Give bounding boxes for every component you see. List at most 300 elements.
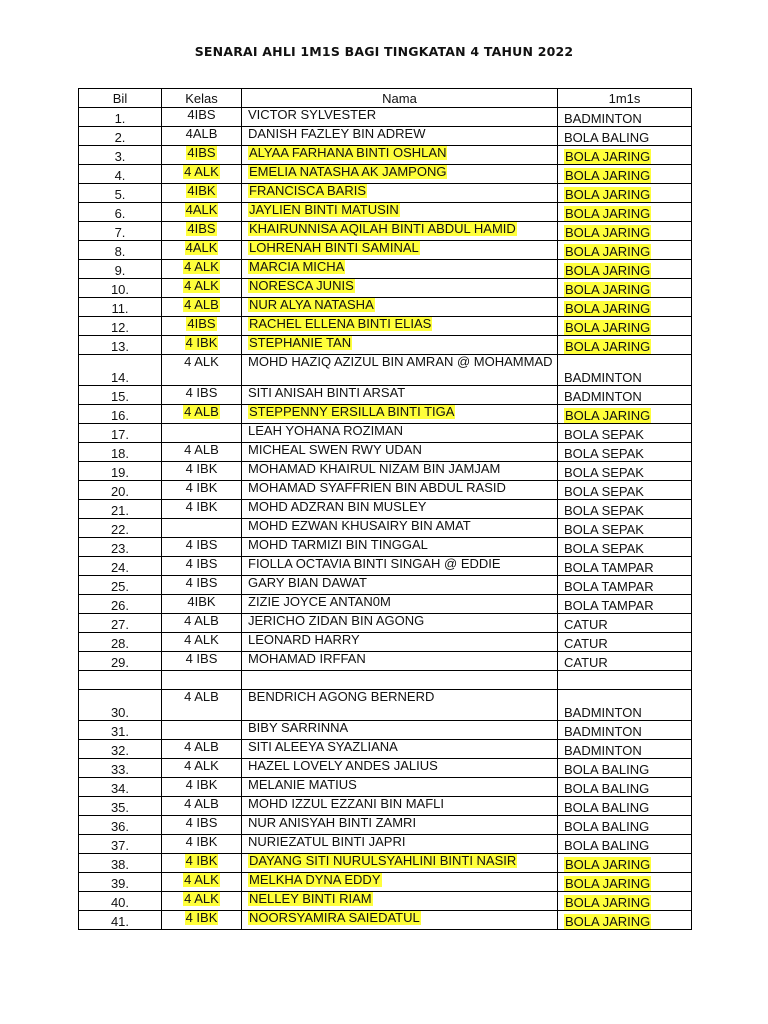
sport-cell <box>558 778 692 797</box>
sport-cell <box>558 405 692 424</box>
class-cell-text: 4 ALK <box>184 278 219 293</box>
table-row <box>79 816 692 835</box>
row-number-text: 38. <box>110 857 130 872</box>
row-number <box>79 519 162 538</box>
name-cell-text: SITI ALEEYA SYAZLIANA <box>248 739 398 754</box>
sport-cell <box>558 595 692 614</box>
sport-cell-text: BOLA SEPAK <box>564 427 644 442</box>
sport-cell-text: BADMINTON <box>564 389 642 404</box>
row-number <box>79 481 162 500</box>
table-row <box>79 386 692 405</box>
row-number-text: 12. <box>110 320 130 335</box>
row-number-text: 25. <box>110 579 130 594</box>
name-cell-text: DAYANG SITI NURULSYAHLINI BINTI NASIR <box>249 853 517 868</box>
class-cell <box>162 911 242 930</box>
class-cell-text: 4IBS <box>187 145 216 160</box>
name-cell <box>242 576 558 595</box>
table-row <box>79 165 692 184</box>
sport-cell-text: BADMINTON <box>564 705 642 720</box>
name-cell <box>242 778 558 797</box>
name-cell <box>242 279 558 298</box>
sport-cell-text: BOLA JARING <box>565 282 651 297</box>
class-cell-text: 4 IBS <box>185 537 218 552</box>
class-cell <box>162 146 242 165</box>
row-number <box>79 778 162 797</box>
table-row <box>79 721 692 740</box>
name-cell <box>242 355 558 386</box>
class-cell <box>162 203 242 222</box>
name-cell <box>242 317 558 336</box>
name-cell <box>242 652 558 671</box>
row-number <box>79 222 162 241</box>
class-cell-text: 4 ALK <box>184 758 219 773</box>
row-number-text: 13. <box>110 339 130 354</box>
sport-cell-text: BOLA SEPAK <box>564 446 644 461</box>
sport-cell <box>558 222 692 241</box>
class-cell <box>162 835 242 854</box>
name-cell <box>242 740 558 759</box>
name-cell <box>242 595 558 614</box>
class-cell <box>162 355 242 386</box>
sport-cell-text: BOLA BALING <box>564 762 650 777</box>
class-cell-text: 4IBS <box>187 316 216 331</box>
sport-cell <box>558 146 692 165</box>
column-header-nama: Nama <box>242 89 558 108</box>
name-cell <box>242 633 558 652</box>
class-cell <box>162 816 242 835</box>
sport-cell <box>558 576 692 595</box>
name-cell <box>242 835 558 854</box>
class-cell <box>162 854 242 873</box>
name-cell <box>242 557 558 576</box>
row-number <box>79 405 162 424</box>
name-cell-text: MELANIE MATIUS <box>248 777 357 792</box>
row-number <box>79 298 162 317</box>
class-cell-text: 4 IBK <box>185 777 218 792</box>
row-number-text: 24. <box>110 560 130 575</box>
row-number-text: 10. <box>110 282 130 297</box>
table-row <box>79 405 692 424</box>
class-cell-text: 4 IBK <box>185 461 218 476</box>
class-cell <box>162 386 242 405</box>
name-cell <box>242 721 558 740</box>
class-cell <box>162 222 242 241</box>
name-cell <box>242 184 558 203</box>
sport-cell-text: BOLA BALING <box>564 781 650 796</box>
sport-cell <box>558 633 692 652</box>
row-number <box>79 652 162 671</box>
class-cell-text: 4IBK <box>187 594 216 609</box>
class-cell <box>162 740 242 759</box>
row-number-text: 20. <box>110 484 130 499</box>
table-row <box>79 298 692 317</box>
row-number <box>79 576 162 595</box>
name-cell-text: MOHD HAZIQ AZIZUL BIN AMRAN @ MOHAMMAD <box>248 354 553 369</box>
sport-cell-text: BOLA JARING <box>565 895 651 910</box>
name-cell-text: JERICHO ZIDAN BIN AGONG <box>248 613 425 628</box>
table-row <box>79 614 692 633</box>
name-cell <box>242 260 558 279</box>
name-cell-text: MOHD EZWAN KHUSAIRY BIN AMAT <box>248 518 471 533</box>
row-number-text: 17. <box>110 427 130 442</box>
row-number-text: 26. <box>110 598 130 613</box>
name-cell-text: LOHRENAH BINTI SAMINAL <box>249 240 419 255</box>
row-number <box>79 816 162 835</box>
table-row <box>79 519 692 538</box>
name-cell <box>242 424 558 443</box>
row-number <box>79 165 162 184</box>
class-cell <box>162 500 242 519</box>
sport-cell <box>558 108 692 127</box>
row-number <box>79 721 162 740</box>
name-cell-text: MOHD IZZUL EZZANI BIN MAFLI <box>248 796 444 811</box>
class-cell-text: 4 IBK <box>185 910 218 925</box>
class-cell-text: 4 IBK <box>185 834 218 849</box>
row-number <box>79 797 162 816</box>
table-row <box>79 671 692 690</box>
sport-cell <box>558 355 692 386</box>
sport-cell <box>558 336 692 355</box>
sport-cell <box>558 241 692 260</box>
sport-cell-text: BOLA JARING <box>565 187 651 202</box>
row-number-text: 3. <box>114 149 126 164</box>
name-cell-text: ZIZIE JOYCE ANTAN0M <box>248 594 391 609</box>
row-number <box>79 614 162 633</box>
row-number-text: 18. <box>110 446 130 461</box>
row-number <box>79 759 162 778</box>
row-number-text: 21. <box>110 503 130 518</box>
row-number-text: 15. <box>110 389 130 404</box>
row-number-text: 11. <box>111 301 129 316</box>
name-cell <box>242 165 558 184</box>
class-cell <box>162 595 242 614</box>
sport-cell-text: BOLA SEPAK <box>564 522 644 537</box>
row-number <box>79 557 162 576</box>
name-cell <box>242 127 558 146</box>
row-number-text: 27. <box>110 617 130 632</box>
row-number <box>79 108 162 127</box>
row-number <box>79 854 162 873</box>
class-cell <box>162 405 242 424</box>
class-cell-text: 4 ALB <box>184 442 219 457</box>
class-cell <box>162 519 242 538</box>
sport-cell-text: BOLA TAMPAR <box>564 560 654 575</box>
row-number-text: 2. <box>114 130 126 145</box>
row-number <box>79 317 162 336</box>
name-cell-text: STEPPENNY ERSILLA BINTI TIGA <box>249 404 455 419</box>
class-cell <box>162 127 242 146</box>
table-row <box>79 279 692 298</box>
name-cell-text: MELKHA DYNA EDDY <box>249 872 381 887</box>
row-number-text: 32. <box>110 743 130 758</box>
sport-cell <box>558 519 692 538</box>
row-number-text: 35. <box>110 800 130 815</box>
row-number <box>79 184 162 203</box>
row-number-text: 41. <box>110 914 130 929</box>
name-cell <box>242 500 558 519</box>
sport-cell <box>558 500 692 519</box>
row-number <box>79 336 162 355</box>
name-cell <box>242 911 558 930</box>
name-cell-text: KHAIRUNNISA AQILAH BINTI ABDUL HAMID <box>249 221 516 236</box>
row-number <box>79 538 162 557</box>
name-cell-text: NOORSYAMIRA SAIEDATUL <box>249 910 420 925</box>
table-row <box>79 759 692 778</box>
class-cell <box>162 481 242 500</box>
class-cell <box>162 633 242 652</box>
table-row <box>79 481 692 500</box>
name-cell <box>242 108 558 127</box>
sport-cell-text: CATUR <box>564 617 608 632</box>
sport-cell-text: BOLA JARING <box>565 876 651 891</box>
sport-cell-text: BOLA JARING <box>565 408 651 423</box>
header-row <box>79 89 692 108</box>
class-cell-text: 4 ALK <box>184 632 219 647</box>
table-row <box>79 241 692 260</box>
sport-cell <box>558 797 692 816</box>
class-cell-text: 4 IBS <box>185 556 218 571</box>
sport-cell-text: BOLA BALING <box>564 130 650 145</box>
sport-cell <box>558 203 692 222</box>
sport-cell-text: BOLA TAMPAR <box>564 598 654 613</box>
name-cell-text: MICHEAL SWEN RWY UDAN <box>248 442 422 457</box>
sport-cell <box>558 184 692 203</box>
row-number <box>79 260 162 279</box>
sport-cell-text: BOLA BALING <box>564 800 650 815</box>
row-number <box>79 740 162 759</box>
name-cell-text: EMELIA NATASHA AK JAMPONG <box>249 164 447 179</box>
table-row <box>79 854 692 873</box>
class-cell <box>162 108 242 127</box>
row-number-text: 34. <box>110 781 130 796</box>
name-cell-text: BENDRICH AGONG BERNERD <box>248 689 435 704</box>
row-number-text: 8. <box>114 244 126 259</box>
name-cell <box>242 146 558 165</box>
sport-cell <box>558 816 692 835</box>
name-cell-text: JAYLIEN BINTI MATUSIN <box>249 202 399 217</box>
sport-cell <box>558 443 692 462</box>
name-cell <box>242 222 558 241</box>
table-row <box>79 203 692 222</box>
row-number <box>79 424 162 443</box>
name-cell <box>242 481 558 500</box>
name-cell-text: FIOLLA OCTAVIA BINTI SINGAH @ EDDIE <box>248 556 501 571</box>
table-row <box>79 500 692 519</box>
sport-cell <box>558 721 692 740</box>
row-number-text: 19. <box>110 465 130 480</box>
table-row <box>79 911 692 930</box>
name-cell <box>242 203 558 222</box>
class-cell-text: 4ALK <box>185 240 218 255</box>
table-row <box>79 222 692 241</box>
class-cell-text: 4 IBK <box>185 499 218 514</box>
row-number-text: 37. <box>110 838 130 853</box>
row-number-text: 23. <box>110 541 130 556</box>
sport-cell-text: BOLA JARING <box>565 301 651 316</box>
sport-cell-text: CATUR <box>564 655 608 670</box>
row-number <box>79 146 162 165</box>
class-cell <box>162 336 242 355</box>
name-cell <box>242 671 558 690</box>
row-number-text: 7. <box>114 225 126 240</box>
sport-cell <box>558 854 692 873</box>
sport-cell <box>558 317 692 336</box>
name-cell <box>242 892 558 911</box>
row-number-text: 9. <box>114 263 126 278</box>
class-cell <box>162 279 242 298</box>
row-number <box>79 443 162 462</box>
class-cell <box>162 443 242 462</box>
name-cell-text: MOHD TARMIZI BIN TINGGAL <box>248 537 428 552</box>
sport-cell-text: BOLA TAMPAR <box>564 579 654 594</box>
sport-cell <box>558 298 692 317</box>
sport-cell <box>558 911 692 930</box>
table-row <box>79 690 692 721</box>
class-cell <box>162 759 242 778</box>
row-number <box>79 633 162 652</box>
name-cell-text: NUR ANISYAH BINTI ZAMRI <box>248 815 417 830</box>
sport-cell <box>558 892 692 911</box>
class-cell <box>162 690 242 721</box>
sport-cell <box>558 557 692 576</box>
row-number <box>79 241 162 260</box>
table-row <box>79 892 692 911</box>
name-cell-text: RACHEL ELLENA BINTI ELIAS <box>249 316 432 331</box>
class-cell <box>162 576 242 595</box>
table-row <box>79 317 692 336</box>
name-cell-text: ALYAA FARHANA BINTI OSHLAN <box>249 145 447 160</box>
sport-cell-text: BOLA BALING <box>564 819 650 834</box>
sport-cell-text: CATUR <box>564 636 608 651</box>
name-cell <box>242 519 558 538</box>
table-row <box>79 576 692 595</box>
table-row <box>79 336 692 355</box>
sport-cell <box>558 538 692 557</box>
name-cell <box>242 386 558 405</box>
sport-cell-text: BOLA JARING <box>565 263 651 278</box>
name-cell-text: NUR ALYA NATASHA <box>249 297 374 312</box>
table-row <box>79 108 692 127</box>
sport-cell <box>558 740 692 759</box>
class-cell-text: 4 ALK <box>184 259 219 274</box>
table-row <box>79 557 692 576</box>
row-number <box>79 690 162 721</box>
name-cell <box>242 241 558 260</box>
sport-cell-text: BOLA JARING <box>565 857 651 872</box>
sport-cell <box>558 652 692 671</box>
row-number-text: 40. <box>110 895 130 910</box>
row-number <box>79 127 162 146</box>
name-cell-text: MOHAMAD KHAIRUL NIZAM BIN JAMJAM <box>248 461 501 476</box>
class-cell <box>162 424 242 443</box>
row-number-text: 30. <box>110 705 130 720</box>
sport-cell <box>558 165 692 184</box>
table-row <box>79 633 692 652</box>
row-number <box>79 595 162 614</box>
sport-cell <box>558 481 692 500</box>
row-number-text: 22. <box>110 522 130 537</box>
class-cell <box>162 538 242 557</box>
class-cell-text: 4 IBK <box>185 335 218 350</box>
row-number-text: 31. <box>110 724 130 739</box>
row-number-text: 16. <box>110 408 130 423</box>
name-cell <box>242 462 558 481</box>
class-cell <box>162 652 242 671</box>
name-cell-text: NORESCA JUNIS <box>249 278 354 293</box>
name-cell-text: DANISH FAZLEY BIN ADREW <box>248 126 426 141</box>
name-cell-text: MARCIA MICHA <box>249 259 345 274</box>
row-number <box>79 671 162 690</box>
row-number-text: 14. <box>110 370 130 385</box>
row-number-text: 36. <box>110 819 130 834</box>
class-cell <box>162 241 242 260</box>
sport-cell <box>558 690 692 721</box>
class-cell-text: 4 ALK <box>184 872 219 887</box>
name-cell <box>242 443 558 462</box>
class-cell-text: 4 ALB <box>184 689 219 704</box>
name-cell-text: FRANCISCA BARIS <box>249 183 367 198</box>
name-cell <box>242 797 558 816</box>
class-cell-text: 4 IBS <box>185 651 218 666</box>
class-cell-text: 4 IBS <box>185 815 218 830</box>
class-cell-text: 4 IBK <box>185 480 218 495</box>
name-cell <box>242 336 558 355</box>
sport-cell-text: BADMINTON <box>564 111 642 126</box>
row-number-text: 1. <box>114 111 126 126</box>
sport-cell <box>558 279 692 298</box>
name-cell <box>242 873 558 892</box>
class-cell <box>162 671 242 690</box>
name-cell <box>242 816 558 835</box>
name-cell-text: GARY BIAN DAWAT <box>248 575 367 590</box>
class-cell <box>162 298 242 317</box>
document-title: SENARAI AHLI 1M1S BAGI TINGKATAN 4 TAHUN 2022 <box>194 44 574 59</box>
sport-cell <box>558 386 692 405</box>
name-cell <box>242 854 558 873</box>
row-number-text: 4. <box>114 168 126 183</box>
table-row <box>79 424 692 443</box>
class-cell <box>162 165 242 184</box>
row-number <box>79 835 162 854</box>
table-row <box>79 260 692 279</box>
name-cell-text: MOHAMAD SYAFFRIEN BIN ABDUL RASID <box>248 480 506 495</box>
class-cell <box>162 614 242 633</box>
name-cell <box>242 298 558 317</box>
table-row <box>79 462 692 481</box>
sport-cell-text: BOLA JARING <box>565 914 651 929</box>
table-row <box>79 184 692 203</box>
table-row <box>79 355 692 386</box>
sport-cell-text: BOLA JARING <box>565 225 651 240</box>
table-row <box>79 538 692 557</box>
name-cell-text: NURIEZATUL BINTI JAPRI <box>248 834 406 849</box>
table-row <box>79 146 692 165</box>
class-cell-text: 4 ALK <box>184 354 219 369</box>
table-row <box>79 127 692 146</box>
class-cell <box>162 317 242 336</box>
class-cell-text: 4 IBS <box>185 575 218 590</box>
name-cell <box>242 690 558 721</box>
class-cell-text: 4 IBK <box>185 853 218 868</box>
sport-cell-text: BOLA JARING <box>565 339 651 354</box>
name-cell-text: LEONARD HARRY <box>248 632 360 647</box>
sport-cell-text: BOLA SEPAK <box>564 484 644 499</box>
name-cell-text: LEAH YOHANA ROZIMAN <box>248 423 404 438</box>
sport-cell <box>558 127 692 146</box>
name-cell <box>242 614 558 633</box>
class-cell <box>162 260 242 279</box>
sport-cell <box>558 759 692 778</box>
